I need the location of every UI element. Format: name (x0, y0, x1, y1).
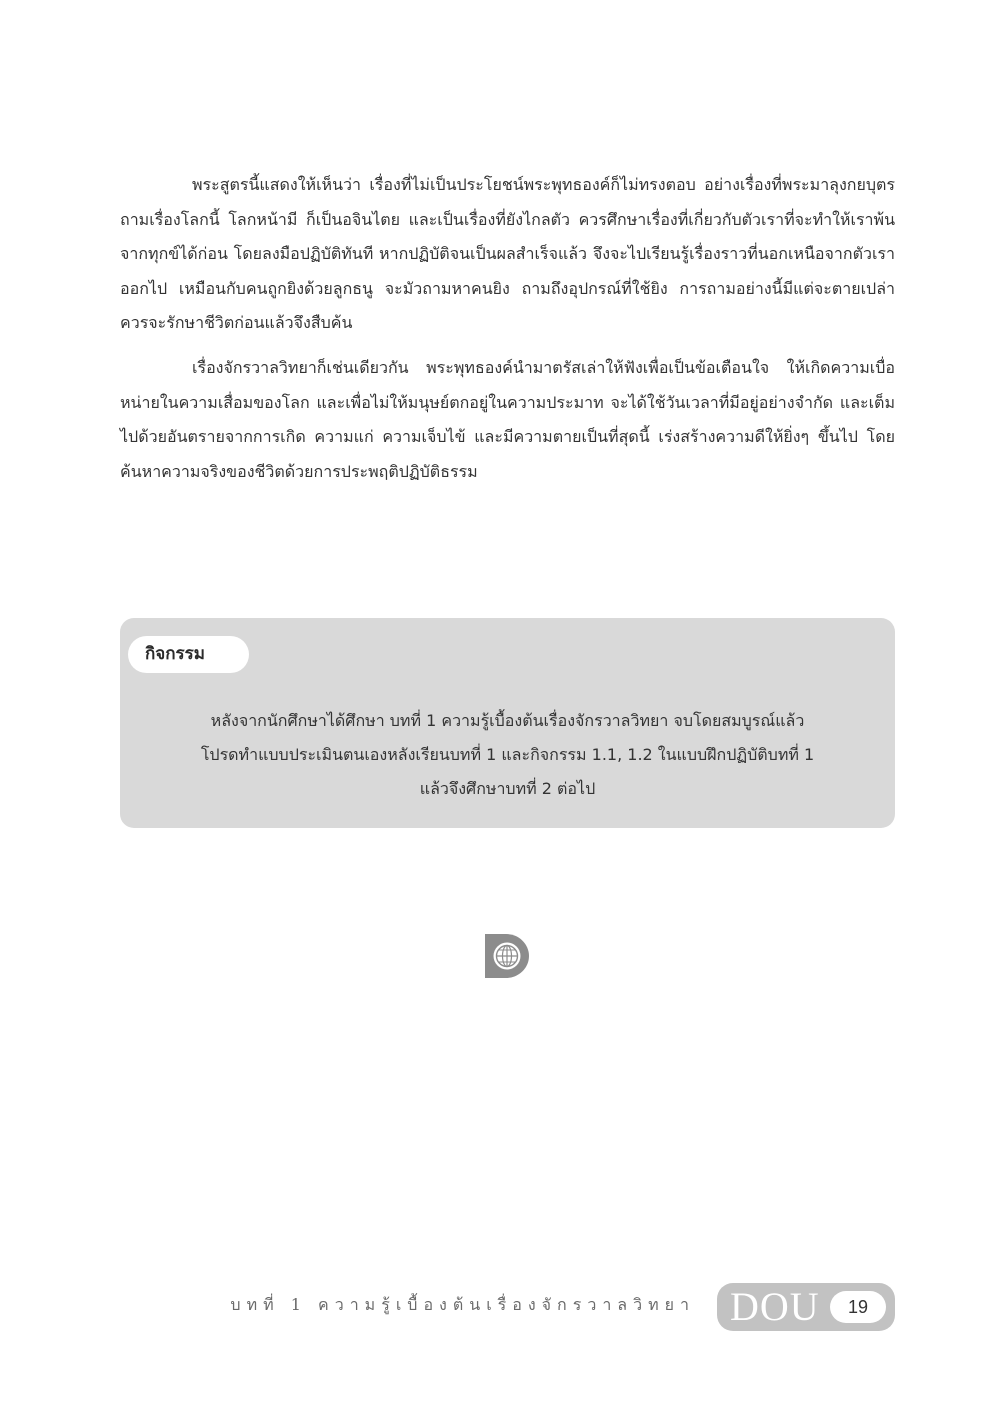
activity-instructions (150, 704, 865, 806)
paragraph-1: พระสูตรนี้แสดงให้เห็นว่า เรื่องที่ไม่เป็นประโยชน์พระพุทธองค์ก็ไม่ทรงตอบ อย่างเรื่องที่พระมาลุงกยบุตร ถามเรื่องโลกนี้ โลกหน้ามี ก็เป็นอจินไตย และเป็นเรื่องที่ยังไกลตัว ควรศึกษาเรื่องที่เกี่ยวกับตัวเราที่จะทำให้เราพ้นจากทุกข์ได้ก่อน โดยลงมือปฏิบัติทันที หากปฏิบัติจนเป็นผลสำเร็จแล้ว จึงจะไปเรียนรู้เรื่องราวที่นอกเหนือจากตัวเราออกไป เหมือนกับคนถูกยิงด้วยลูกธนู จะมัวถามหาคนยิง ถามถึงอุปกรณ์ที่ใช้ยิง การถามอย่างนี้มีแต่จะตายเปล่า ควรจะรักษาชีวิตก่อนแล้วจึงสืบค้น (120, 175, 895, 333)
activity-line-2: โปรดทำแบบประเมินตนเองหลังเรียนบทที่ 1 และกิจกรรม 1.1, 1.2 ในแบบฝึกปฏิบัติบทที่ 1 (200, 745, 815, 764)
activity-line-1: หลังจากนักศึกษาได้ศึกษา บทที่ 1 ความรู้เบื้องต้นเรื่องจักรวาลวิทยา จบโดยสมบูรณ์แล้ว (210, 711, 805, 730)
activity-line-3: แล้วจึงศึกษาบทที่ 2 ต่อไป (419, 779, 596, 798)
footer-chapter-title: บทที่ 1 ความรู้เบื้องต้นเรื่องจักรวาลวิทยา (230, 1295, 695, 1314)
activity-box (120, 618, 895, 828)
page-number: 19 (830, 1291, 886, 1323)
footer-brand: DOU (730, 1284, 820, 1329)
activity-label: กิจกรรม (128, 636, 249, 673)
dou-globe-logo-icon (484, 933, 532, 979)
footer-badge (717, 1283, 895, 1331)
body-text (120, 168, 895, 499)
paragraph-2: เรื่องจักรวาลวิทยาก็เช่นเดียวกัน พระพุทธองค์นำมาตรัสเล่าให้ฟังเพื่อเป็นข้อเตือนใจ ให้เกิดความเบื่อหน่ายในความเสื่อมของโลก และเพื่อไม่ให้มนุษย์ตกอยู่ในความประมาท จะได้ใช้วันเวลาที่มีอยู่อย่างจำกัด และเต็มไปด้วยอันตรายจากการเกิด ความแก่ ความเจ็บไข้ และมีความตายเป็นที่สุดนี้ เร่งสร้างความดีให้ยิ่งๆ ขึ้นไป โดยค้นหาความจริงของชีวิตด้วยการประพฤติปฏิบัติธรรม (120, 357, 895, 481)
